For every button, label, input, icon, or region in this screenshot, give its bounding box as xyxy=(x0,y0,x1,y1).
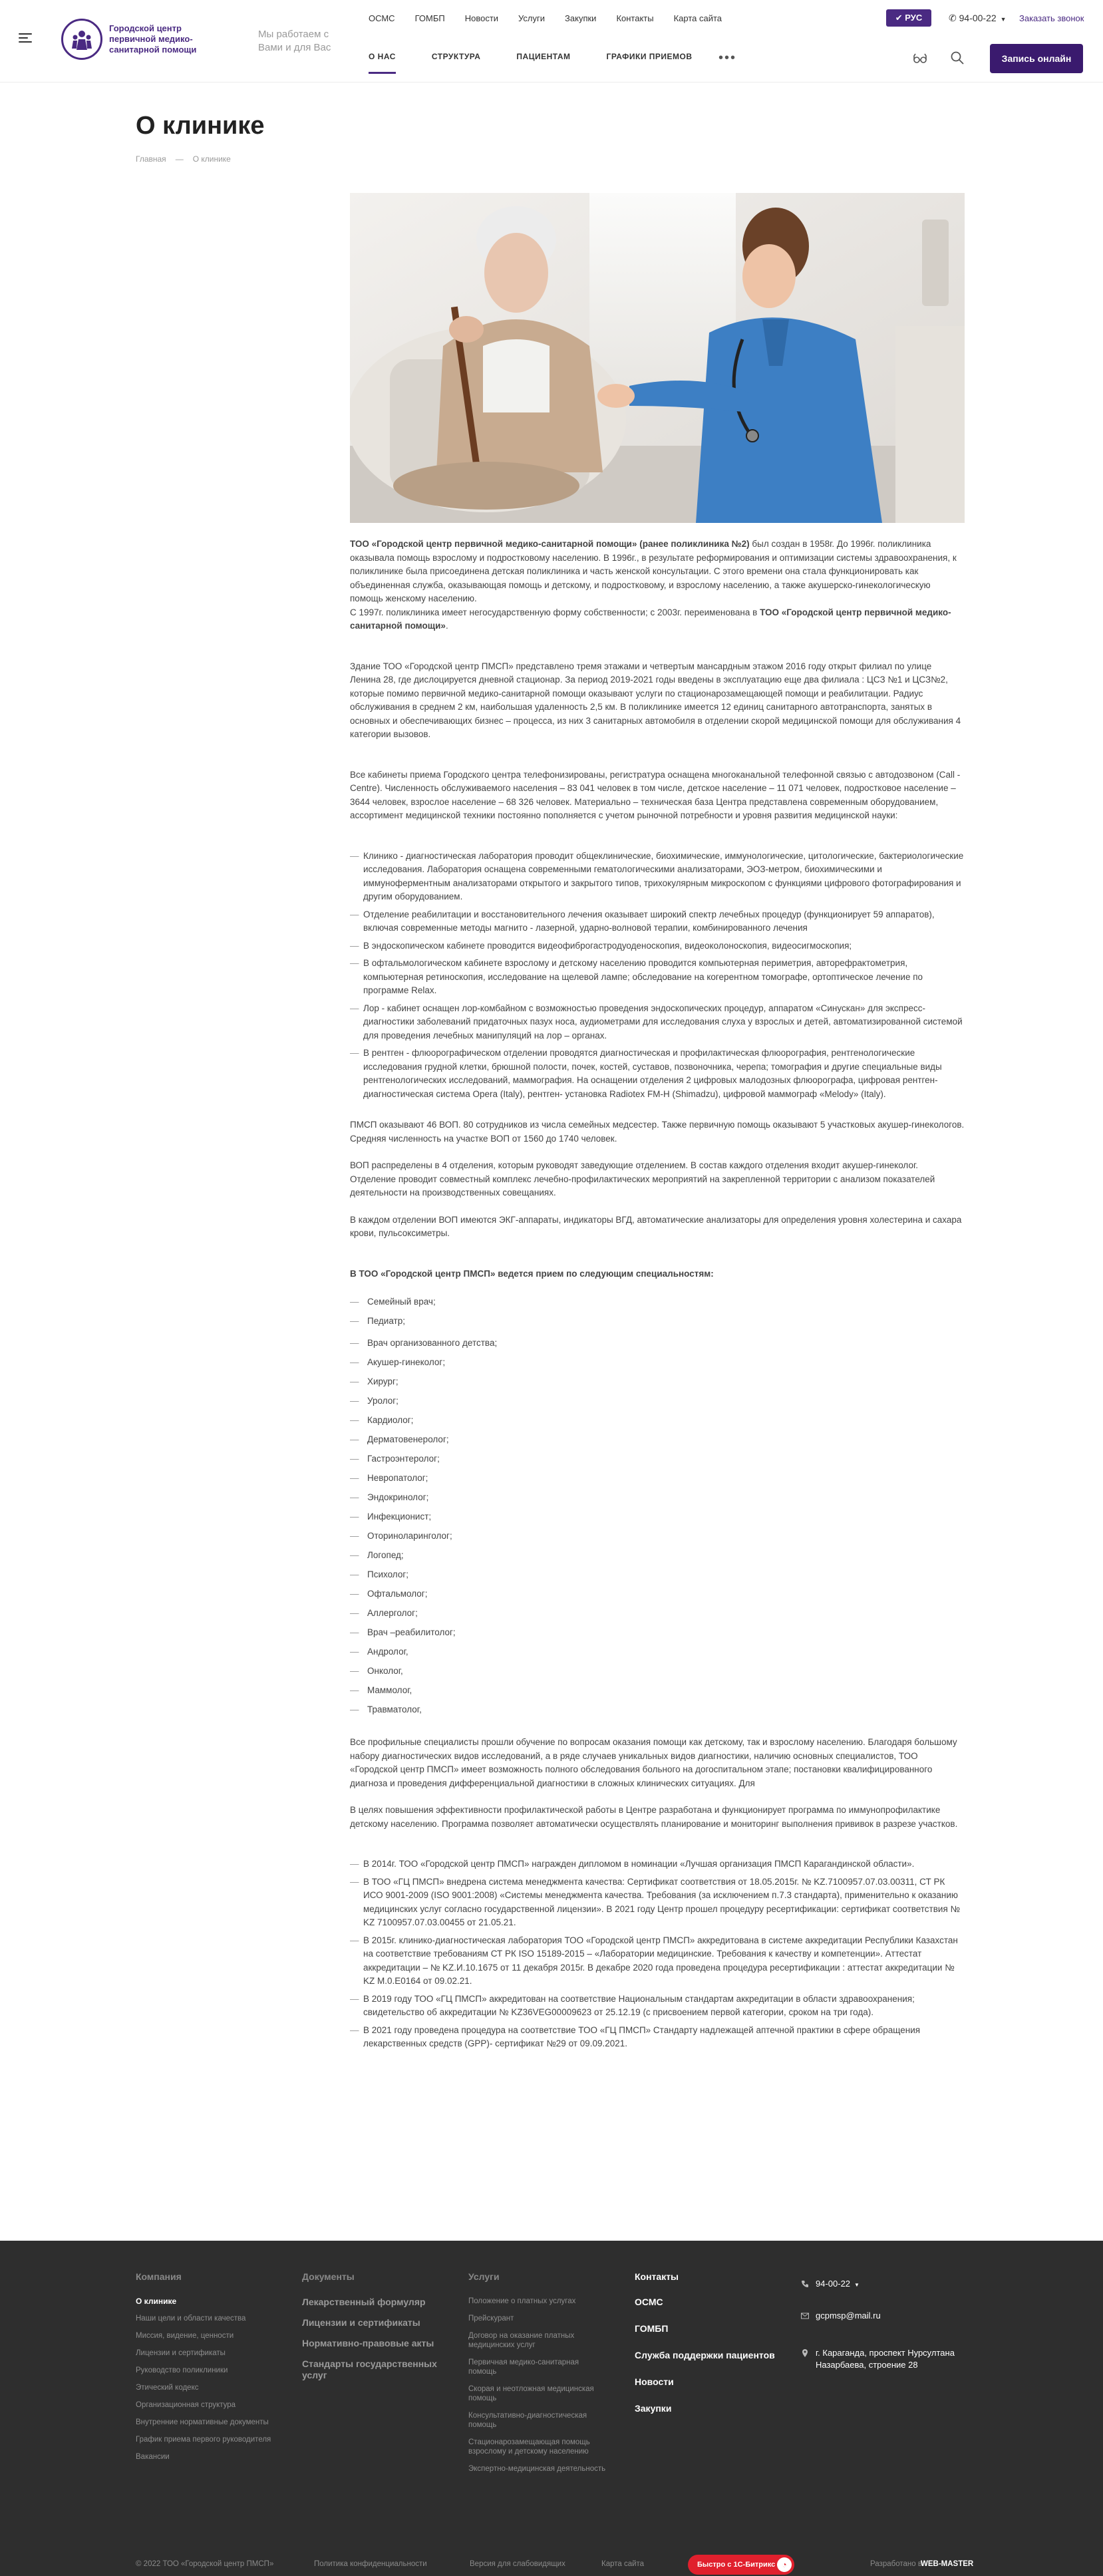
intro-paragraph xyxy=(350,538,965,606)
footer-address-text: г. Караганда, проспект Нурсултана Назарбаева, строение 28 xyxy=(816,2348,955,2370)
developed-by: Разработано в xyxy=(870,2560,922,2568)
footer-documents-title: Документы xyxy=(302,2271,355,2282)
mail-icon xyxy=(801,2311,809,2319)
footer-link[interactable]: Служба поддержки пациентов xyxy=(635,2350,775,2360)
topnav-gombp[interactable]: ГОМБП xyxy=(414,13,445,23)
intro-text: был создан в 1958г. До 1996г. поликлиника оказывала помощь взрослому и подростковому населению. В 1996г., в результате реформирования и оптимизации системы здравоохранения, к поликлинике была присоединена детская поликлиника и часть женской консультации. С этого времени она стала функционировать как объединенная служба, оказывающая помощь и детскому, и подростковому, и взрослому населению, а также акушерско-гинекологическую помощь женскому населению. xyxy=(350,539,957,603)
equipment-paragraph: Все кабинеты приема Городского центра телефонизированы, регистратура оснащена многоканальной телефонной связью с автодозвоном (Call - Centre). Численность обслуживаемого населения – 83 041 человек в том числе, детское население – 11 071 человек, подростковое население – 3644 человек, взрослое население – 68 326 человек. Материально – техническая база Центра представлена современным оборудованием, ассортимент медицинской техники постоянно пополняется с учетом рыночной потребности и уровня развития медицинской науки: xyxy=(350,769,961,820)
list-item: — Гастроэнтеролог; xyxy=(350,1452,965,1472)
footer-documents-col xyxy=(302,2271,448,2390)
footer-link[interactable]: Консультативно-диагностическая помощь xyxy=(468,2412,587,2429)
list-item: — Невропатолог; xyxy=(350,1472,965,1491)
intro-bold: ТОО «Городской центр первичной медико-санитарной помощи» (ранее поликлиника №2) xyxy=(350,539,750,549)
footer-link[interactable]: Положение о платных услугах xyxy=(468,2297,576,2305)
list-item: — Аллерголог; xyxy=(350,1607,965,1626)
footer-link[interactable]: Стационарозамещающая помощь взрослому и детскому населению xyxy=(468,2438,590,2456)
topnav-news[interactable]: Новости xyxy=(464,13,499,23)
footer-email-text: gcpmsp@mail.ru xyxy=(816,2311,881,2321)
mainnav-about[interactable]: О НАС xyxy=(369,52,396,61)
logo-emblem-icon xyxy=(61,19,102,60)
list-item: — В 2014г. ТОО «Городской центр ПМСП» награжден дипломом в номинации «Лучшая организация ПМСП Карагандинской области». xyxy=(350,1857,965,1871)
footer-link[interactable]: Договор на оказание платных медицинских услуг xyxy=(468,2332,575,2349)
footer-services-title: Услуги xyxy=(468,2271,500,2282)
specialties-title: В ТОО «Городской центр ПМСП» ведется прием по следующим специальностям: xyxy=(350,1268,714,1279)
building-paragraph: Здание ТОО «Городской центр ПМСП» представлено тремя этажами и четвертым мансардным этажом 2016 году открыт филиал по улице Ленина 28, где дислоцируется дневной стационар. За период 2019-2021 годы введены в эксплуатацию еще два филиала : ЦСЗ №1 и ЦСЗ№2, которые помимо первичной медико-санитарной помощи оказывают услуги по стационарозамещающей помощи и реабилитации. Радиус обслуживания в среднем 2 км, наибольшая удаленность 2,5 км. В поликлинике имеется 12 единиц санитарного автотранспорта, занятых в основных и обеспечивающих бизнес – процесса, из них 3 санитарных автомобиля в отделении скорой медицинской помощи для обслуживания 4 категории вызовов. xyxy=(350,661,961,739)
main-nav xyxy=(369,52,693,61)
top-nav xyxy=(369,13,722,23)
chevron-down-icon: ▼ xyxy=(1000,16,1007,23)
list-item: — Врач –реабилитолог; xyxy=(350,1626,965,1645)
list-item: — В эндоскопическом кабинете проводится видеофиброгастродуоденоскопия, видеоколоноскопия, видеосигмоскопия; xyxy=(350,939,965,953)
site-logo[interactable] xyxy=(61,19,229,60)
list-item: — Психолог; xyxy=(350,1568,965,1587)
footer-link-about[interactable]: О клинике xyxy=(136,2297,177,2306)
clinic-photo xyxy=(350,193,965,523)
footer-phone[interactable] xyxy=(801,2278,967,2291)
specialists-paragraph: Все профильные специалисты прошли обучение по вопросам оказания помощи как детскому, так и взрослому населению. Благодаря большому набору диагностических видов исследований, а в ряде случаев уникальных видов диагностики, наличию основных специалистов, ТОО «Городской центр ПМСП» имеет возможность полного обследования больного на догоспитальном этапе; постановки квалифицированного диагноза и проведения дифференциальной диагностики в сложных клинических ситуациях. Для xyxy=(350,1737,957,1788)
topnav-sitemap[interactable]: Карта сайта xyxy=(673,13,722,23)
sitemap-link[interactable]: Карта сайта xyxy=(601,2560,645,2568)
page-title: О клинике xyxy=(136,112,265,140)
footer-link[interactable]: График приема первого руководителя xyxy=(136,2436,271,2444)
rename-end: . xyxy=(445,621,448,631)
topnav-purchases[interactable]: Закупки xyxy=(565,13,597,23)
list-item: — Маммолог, xyxy=(350,1684,965,1703)
list-item: — В 2019 году ТОО «ГЦ ПМСП» аккредитован на соответствие Национальным стандартам аккредитации в области здравоохранения; свидетельство об аккредитации № KZ36VEG00009623 от 25.12.19 (с присвоением первой категории, сроком на три года). xyxy=(350,1993,965,2020)
footer-link[interactable]: ОСМС xyxy=(635,2297,663,2307)
footer-link[interactable]: Этический кодекс xyxy=(136,2384,199,2392)
breadcrumb-current: О клинике xyxy=(192,154,231,164)
footer-company-title: Компания xyxy=(136,2271,182,2282)
footer-link[interactable]: Лицензии и сертификаты xyxy=(136,2349,226,2357)
footer-link[interactable]: Наши цели и области качества xyxy=(136,2315,246,2323)
search-icon[interactable] xyxy=(950,51,965,65)
list-item: — Врач организованного детства; xyxy=(350,1337,965,1356)
footer-link[interactable]: Стандарты государственных услуг xyxy=(302,2358,437,2380)
list-item: — Семейный врач; xyxy=(350,1295,965,1315)
footer-link[interactable]: Вакансии xyxy=(136,2453,170,2461)
footer-contact-info xyxy=(801,2278,967,2390)
header-phone-number: 94-00-22 xyxy=(959,13,997,23)
mainnav-structure[interactable]: СТРУКТУРА xyxy=(431,52,481,61)
menu-burger-icon[interactable] xyxy=(19,33,32,43)
list-item: — Лор - кабинет оснащен лор-комбайном с возможностью проведения эндоскопических процедур, аппаратом «Синускан» для экспресс-диагностики заболеваний придаточных пазух носа, аудиометрами для исследования слуха у взрослых и детей, автоматизированной системой для проведения лечебных манипуляций на лор – органах. xyxy=(350,1002,965,1043)
footer-services-col xyxy=(468,2271,608,2482)
footer-contacts-col xyxy=(635,2271,788,2430)
language-switch[interactable]: ✔ РУС xyxy=(886,9,931,27)
footer-link[interactable]: Внутренние нормативные документы xyxy=(136,2418,269,2426)
bitrix-badge[interactable] xyxy=(688,2555,794,2575)
privacy-link[interactable]: Политика конфиденциальности xyxy=(314,2560,427,2568)
footer-email[interactable] xyxy=(801,2310,967,2322)
list-item: — Андролог, xyxy=(350,1645,965,1665)
accessible-version-link[interactable]: Версия для слабовидящих xyxy=(470,2560,565,2568)
topnav-contacts[interactable]: Контакты xyxy=(616,13,654,23)
developer-logo[interactable]: WEB-MASTER xyxy=(921,2560,974,2568)
accessibility-glasses-icon[interactable] xyxy=(913,51,927,65)
rename-bold: ТОО «Городской центр первичной медико-санитарной помощи» xyxy=(350,607,951,631)
list-item: — Педиатр; xyxy=(350,1315,965,1334)
footer-company-col xyxy=(136,2271,282,2470)
chevron-down-icon: ▼ xyxy=(854,2282,860,2288)
footer-link[interactable]: ГОМБП xyxy=(635,2323,669,2334)
intro-paragraph-2 xyxy=(350,606,965,633)
list-item: — Уролог; xyxy=(350,1394,965,1414)
footer-address xyxy=(801,2347,967,2371)
footer-link[interactable]: Скорая и неотложная медицинская помощь xyxy=(468,2385,594,2402)
footer-phone-number: 94-00-22 xyxy=(816,2279,851,2289)
list-item: — Инфекционист; xyxy=(350,1510,965,1530)
list-item: — Дерматовенеролог; xyxy=(350,1433,965,1452)
site-header xyxy=(0,0,1103,82)
footer-link[interactable]: Миссия, видение, ценности xyxy=(136,2332,234,2340)
devices-paragraph: В каждом отделении ВОП имеются ЭКГ-аппараты, индикаторы ВГД, автоматические анализаторы для определения уровня холестерина и сахара крови, пульсоксиметры. xyxy=(350,1214,962,1238)
footer-link[interactable]: Первичная медико-санитарная помощь xyxy=(468,2358,579,2376)
list-item: — В ТОО «ГЦ ПМСП» внедрена система менеджмента качества: Сертификат соответствия от 18.05.2015г. № KZ.7100957.07.03.00311, СТ РК ИСО 9001-2009 (ISO 9001:2008) «Системы менеджмента качества. Требования (за исключением п.7.3 стандарта), применительно к оказанию медицинских услуг согласно государственной лицензии». В 2021 году Центр прошел процедуру ресертификации: сертификат соответствия № KZ 7100957.07.03.00455 от 21.05.21. xyxy=(350,1875,965,1930)
list-item: — Кардиолог; xyxy=(350,1414,965,1433)
phone-icon: ✆ xyxy=(949,13,959,23)
topnav-osms[interactable]: ОСМС xyxy=(369,13,395,23)
callback-link[interactable]: Заказать звонок xyxy=(1019,13,1084,23)
topnav-services[interactable]: Услуги xyxy=(518,13,546,23)
list-item: — Онколог, xyxy=(350,1665,965,1684)
bitrix-text: Быстро с 1С-Битрикс xyxy=(697,2561,776,2569)
list-item: — В 2021 году проведена процедура на соответствие ТОО «ГЦ ПМСП» Стандарту надлежащей аптечной практики в сфере обращения лекарственных средств (GPP)- сертификат №29 от 09.09.2021. xyxy=(350,2024,965,2051)
achievements-list xyxy=(350,1857,965,2051)
footer-link[interactable]: Нормативно-правовые акты xyxy=(302,2338,434,2348)
list-item: — Логопед; xyxy=(350,1549,965,1568)
mainnav-patients[interactable]: ПАЦИЕНТАМ xyxy=(516,52,571,61)
specialties-list xyxy=(350,1295,965,1722)
about-content xyxy=(350,538,965,2064)
footer-link[interactable]: Закупки xyxy=(635,2403,672,2414)
more-dots-icon[interactable]: ••• xyxy=(718,51,737,65)
online-appointment-button[interactable]: Запись онлайн xyxy=(990,44,1083,73)
list-item: — Травматолог, xyxy=(350,1703,965,1722)
footer-link[interactable]: Лекарственный формуляр xyxy=(302,2297,426,2307)
list-item: — Отделение реабилитации и восстановительного лечения оказывает широкий спектр лечебных процедур (функционирует 59 аппаратов), включая современные методы магнито - лазерной, ударно-волновой терапии, комбинированного лечения xyxy=(350,908,965,935)
mainnav-schedules[interactable]: ГРАФИКИ ПРИЕМОВ xyxy=(606,52,693,61)
logo-text: Городской центр первичной медико-санитарной помощи xyxy=(109,23,197,55)
rename-text: С 1997г. поликлиника имеет негосударственную форму собственности; с 2003г. переименована в xyxy=(350,607,760,617)
list-item: — Хирург; xyxy=(350,1375,965,1394)
bitrix-clock-icon: ◔ xyxy=(777,2557,792,2572)
list-item: — Эндокринолог; xyxy=(350,1491,965,1510)
list-item: — Акушер-гинеколог; xyxy=(350,1356,965,1375)
equipment-list xyxy=(350,850,965,1102)
list-item: — Клинико - диагностическая лаборатория проводит общеклинические, биохимические, иммунологические, цитологические, бактериологические исследования. Лаборатория оснащена современными гематологическими анализаторами, ЭОЗ-метром, биохимическими и иммуноферментным анализаторами открытого и закрытого типов, трихокулярным микроскопом с функциями цифрового фотографирования и другим оборудованием. xyxy=(350,850,965,904)
breadcrumb-home[interactable]: Главная xyxy=(136,154,166,164)
site-footer xyxy=(0,2241,1103,2576)
footer-link[interactable]: Экспертно-медицинская деятельность xyxy=(468,2465,606,2473)
footer-link[interactable]: Руководство поликлиники xyxy=(136,2366,228,2374)
breadcrumb xyxy=(136,154,231,164)
breadcrumb-separator: — xyxy=(175,154,184,164)
copyright: © 2022 ТОО «Городской центр ПМСП» xyxy=(136,2560,274,2568)
staff-paragraph: ПМСП оказывают 46 ВОП. 80 сотрудников из числа семейных медсестер. Также первичную помощь оказывают 5 участковых акушер-гинекологов. Средняя численность на участке ВОП от 1560 до 1740 человек. xyxy=(350,1120,965,1144)
immunization-paragraph: В целях повышения эффективности профилактической работы в Центре разработана и функционирует программа по иммунопрофилактике детскому населению. Программа позволяет автоматически осуществлять планирование и мониторинг выполнения прививок в разрезе участков. xyxy=(350,1805,958,1829)
footer-link[interactable]: Прейскурант xyxy=(468,2315,514,2323)
list-item: — В 2015г. клинико-диагностическая лаборатория ТОО «Городской центр ПМСП» аккредитована в системе аккредитации Республики Казахстан на соответствие требованиям СТ РК ISO 15189-2015 – «Лаборатории медицинские. Требования к качеству и компетенции». Аттестат аккредитации – № KZ.И.10.1675 от 11 декабря 2015г. В декабре 2020 года проведена процедура ресертификации : аттестат аккредитации № KZ М.0.E0164 от 09.02.21. xyxy=(350,1934,965,1989)
list-item: — В рентген - флюорографическом отделении проводятся диагностическая и профилактическая флюорография, рентгенологические исследования грудной клетки, брюшной полости, почек, костей, суставов, позвоночника, черепа; томография и другие специальные виды рентгенологических исследований, маммография. На оснащении отделения 2 цифровых малодозных флюорографа, цифровая рентген-диагностическая система Opera (Italy), рентген- установка Radiotex FM-H (Shimadzu), цифровой маммограф «Melody» (Italy). xyxy=(350,1046,965,1101)
departments-paragraph: ВОП распределены в 4 отделения, которым руководят заведующие отделением. В состав каждого отделения входит акушер-гинеколог. Отделение проводит совместный комплекс лечебно-профилактических мероприятий на закрепленной территории с анализом показателей деятельности на производственных совещаниях. xyxy=(350,1160,935,1198)
list-item: — Оториноларинголог; xyxy=(350,1530,965,1549)
slogan: Мы работаем с Вами и для Вас xyxy=(258,29,331,53)
list-item: — Офтальмолог; xyxy=(350,1587,965,1607)
list-item: — В офтальмологическом кабинете взрослому и детскому населению проводится компьютерная периметрия, авторефрактометрия, компьютерная ретиноскопия, исследование на щелевой лампе; обследование на когерентном томографе, ортоптическое лечение по программе Relax. xyxy=(350,957,965,998)
footer-link[interactable]: Новости xyxy=(635,2376,674,2387)
footer-link[interactable]: Организационная структура xyxy=(136,2401,236,2409)
footer-contacts-title: Контакты xyxy=(635,2271,679,2282)
phone-icon xyxy=(801,2279,809,2287)
header-phone[interactable] xyxy=(949,13,1007,24)
footer-link[interactable]: Лицензии и сертификаты xyxy=(302,2317,420,2328)
location-icon xyxy=(801,2348,809,2356)
